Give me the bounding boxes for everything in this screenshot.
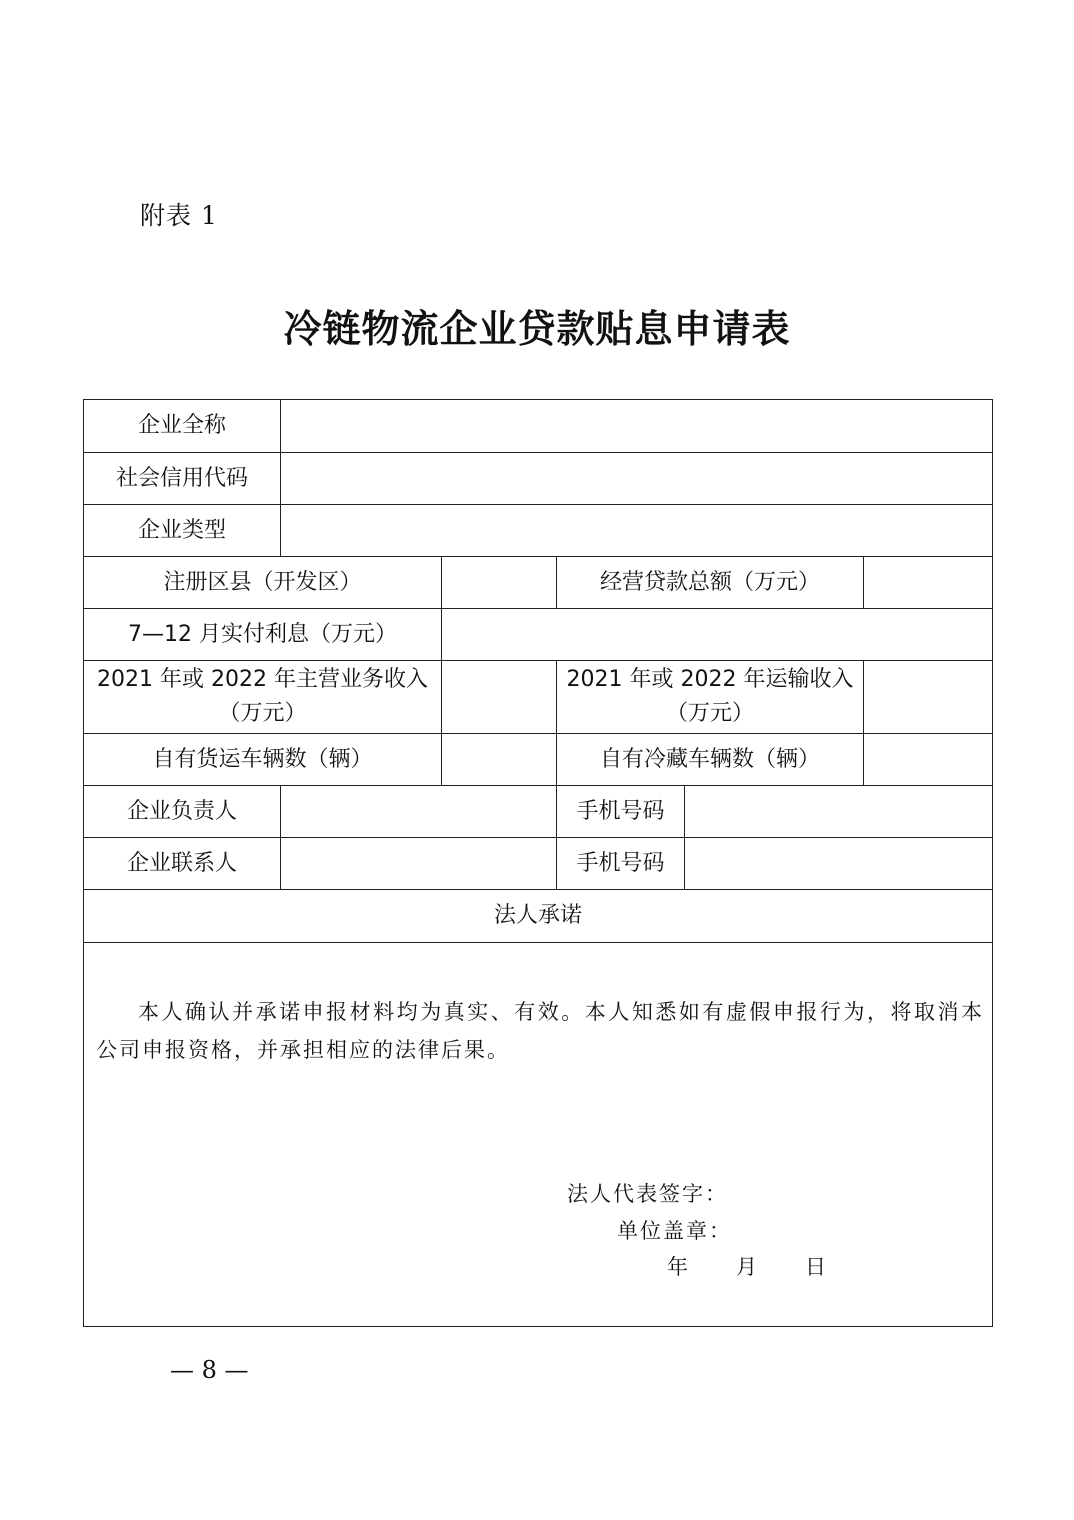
refrigerated-vehicles-label: 自有冷藏车辆数（辆） — [557, 734, 864, 786]
credit-code-field[interactable] — [281, 453, 993, 505]
company-head-label: 企业负责人 — [84, 786, 281, 838]
company-contact-label: 企业联系人 — [84, 838, 281, 890]
total-loan-label: 经营贷款总额（万元） — [557, 557, 864, 609]
mobile-field-contact[interactable] — [685, 838, 993, 890]
transport-revenue-field[interactable] — [864, 661, 993, 734]
promise-section — [84, 942, 993, 1327]
total-loan-field[interactable] — [864, 557, 993, 609]
main-revenue-label — [84, 661, 442, 734]
company-full-name-field[interactable] — [281, 400, 993, 453]
form-title: 冷链物流企业贷款贴息申请表 — [283, 306, 791, 351]
company-type-field[interactable] — [281, 505, 993, 557]
promise-text: 本人确认并承诺申报材料均为真实、有效。本人知悉如有虚假申报行为，将取消本公司申报资格，并承担相应的法律后果。 — [96, 999, 985, 1062]
promise-header: 法人承诺 — [84, 890, 993, 942]
legal-rep-signature-label: 法人代表签字： — [567, 1181, 728, 1206]
company-type-label: 企业类型 — [84, 505, 281, 557]
district-label: 注册区县（开发区） — [84, 557, 442, 609]
mobile-field-head[interactable] — [685, 786, 993, 838]
main-revenue-field[interactable] — [442, 661, 557, 734]
transport-revenue-label — [557, 661, 864, 734]
credit-code-label: 社会信用代码 — [84, 453, 281, 505]
mobile-label-contact: 手机号码 — [557, 838, 685, 890]
company-head-field[interactable] — [281, 786, 557, 838]
main-revenue-label-line2: （万元） — [218, 701, 307, 727]
main-revenue-label-line1: 2021 年或 2022 年主营业务收入 — [97, 667, 428, 693]
unit-seal-label: 单位盖章： — [617, 1218, 732, 1243]
interest-paid-label: 7—12 月实付利息（万元） — [84, 609, 442, 661]
refrigerated-vehicles-field[interactable] — [864, 734, 993, 786]
company-full-name-label: 企业全称 — [84, 400, 281, 453]
freight-vehicles-field[interactable] — [442, 734, 557, 786]
interest-paid-field[interactable] — [442, 609, 993, 661]
freight-vehicles-label: 自有货运车辆数（辆） — [84, 734, 442, 786]
date-line: 年 月 日 — [667, 1254, 828, 1279]
district-field[interactable] — [442, 557, 557, 609]
company-contact-field[interactable] — [281, 838, 557, 890]
attachment-label: 附表 1 — [140, 201, 218, 230]
transport-revenue-label-line2: （万元） — [665, 701, 754, 727]
mobile-label-head: 手机号码 — [557, 786, 685, 838]
application-form-table — [83, 399, 993, 1327]
page-number: — 8 — — [170, 1356, 249, 1384]
transport-revenue-label-line1: 2021 年或 2022 年运输收入 — [566, 667, 854, 693]
